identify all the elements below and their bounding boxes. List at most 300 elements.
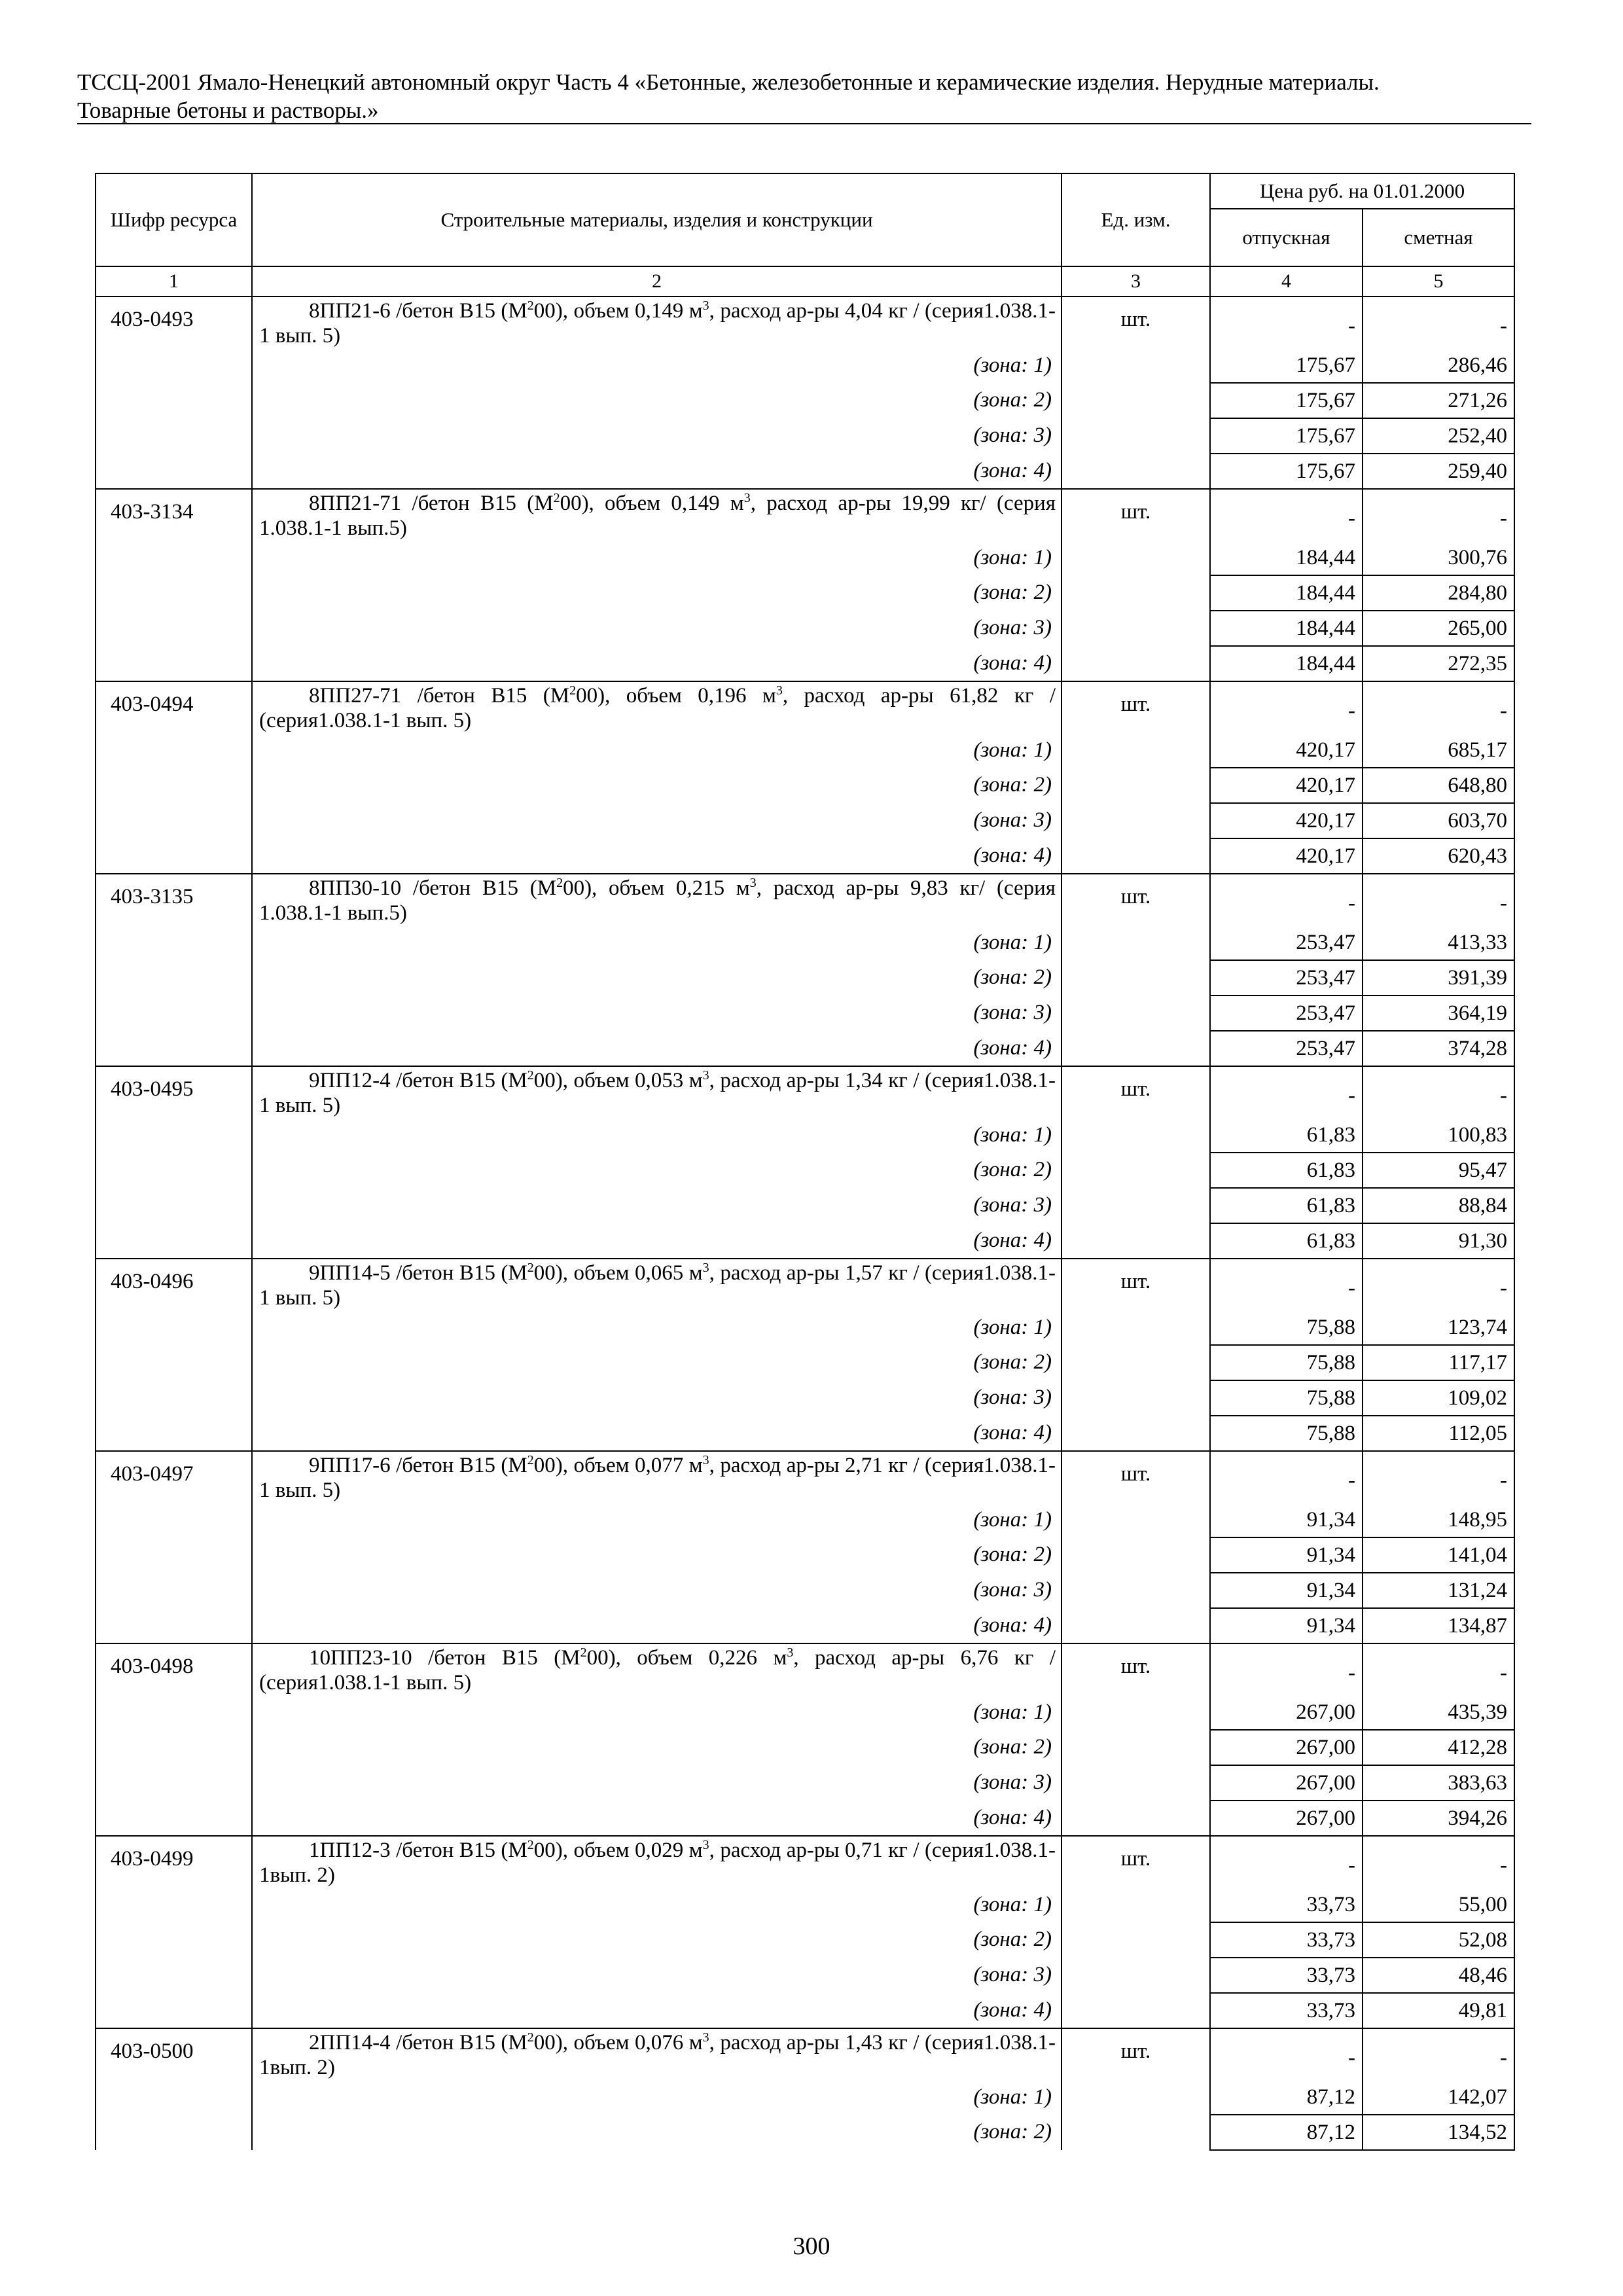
zone-estimate-price: 374,28 bbox=[1363, 1031, 1514, 1066]
zone-estimate-price: 394,26 bbox=[1363, 1801, 1514, 1836]
zone-release-price: 87,12 bbox=[1210, 2115, 1363, 2150]
zone-code-blank bbox=[96, 1380, 252, 1416]
description-part-b: 00), объем 0,076 м bbox=[533, 2031, 703, 2054]
zone-label: (зона: 1) bbox=[252, 348, 1061, 383]
zone-label: (зона: 1) bbox=[252, 1888, 1061, 1922]
zone-code-blank bbox=[96, 1345, 252, 1380]
zone-row bbox=[96, 2080, 1514, 2115]
zone-code-blank bbox=[96, 1730, 252, 1765]
description-part-a: 8ПП30-10 /бетон В15 (М bbox=[309, 876, 557, 900]
material-description bbox=[252, 874, 1061, 925]
zone-label: (зона: 2) bbox=[252, 575, 1061, 611]
zone-code-blank bbox=[96, 2115, 252, 2150]
volume-superscript: 3 bbox=[702, 1453, 709, 1467]
estimate-price: - bbox=[1363, 296, 1514, 348]
zone-label: (зона: 2) bbox=[252, 2115, 1061, 2150]
zone-row bbox=[96, 1188, 1514, 1223]
description-part-a: 2ПП14-4 /бетон В15 (М bbox=[309, 2031, 527, 2054]
zone-code-blank bbox=[96, 838, 252, 874]
zone-row bbox=[96, 1310, 1514, 1345]
zone-code-blank bbox=[96, 1223, 252, 1259]
unit-of-measure: шт. bbox=[1061, 1451, 1210, 1643]
zone-row bbox=[96, 646, 1514, 681]
description-part-c: , расход ар-ры 1,57 кг / (серия1.038.1-1 вып. 5) bbox=[259, 1261, 1056, 1310]
zone-label: (зона: 4) bbox=[252, 454, 1061, 489]
zone-estimate-price: 123,74 bbox=[1363, 1310, 1514, 1345]
description-part-b: 00), объем 0,053 м bbox=[533, 1069, 703, 1092]
zone-row bbox=[96, 1416, 1514, 1451]
zone-release-price: 420,17 bbox=[1210, 803, 1363, 838]
zone-label: (зона: 4) bbox=[252, 1608, 1061, 1643]
zone-row bbox=[96, 838, 1514, 874]
zone-estimate-price: 391,39 bbox=[1363, 960, 1514, 996]
description-part-b: 00), объем 0,149 м bbox=[533, 299, 703, 323]
header-unit: Ед. изм. bbox=[1061, 173, 1210, 266]
zone-code-blank bbox=[96, 2080, 252, 2115]
unit-of-measure: шт. bbox=[1061, 874, 1210, 1066]
zone-row bbox=[96, 575, 1514, 611]
release-price: - bbox=[1210, 874, 1363, 925]
resource-code: 403-0500 bbox=[96, 2028, 252, 2080]
zone-code-blank bbox=[96, 1765, 252, 1801]
zone-release-price: 267,00 bbox=[1210, 1695, 1363, 1730]
zone-code-blank bbox=[96, 1573, 252, 1608]
zone-row bbox=[96, 1223, 1514, 1259]
description-part-c: , расход ар-ры 0,71 кг / (серия1.038.1-1вып. 2) bbox=[259, 1839, 1056, 1887]
zone-estimate-price: 49,81 bbox=[1363, 1993, 1514, 2028]
zone-release-price: 184,44 bbox=[1210, 575, 1363, 611]
material-description bbox=[252, 489, 1061, 541]
price-table bbox=[95, 173, 1515, 2151]
zone-release-price: 61,83 bbox=[1210, 1223, 1363, 1259]
volume-superscript: 3 bbox=[702, 1838, 709, 1852]
zone-row bbox=[96, 1695, 1514, 1730]
zone-label: (зона: 1) bbox=[252, 1503, 1061, 1537]
zone-label: (зона: 3) bbox=[252, 996, 1061, 1031]
zone-code-blank bbox=[96, 925, 252, 960]
release-price: - bbox=[1210, 2028, 1363, 2080]
zone-estimate-price: 413,33 bbox=[1363, 925, 1514, 960]
table-row bbox=[96, 1643, 1514, 1695]
header-price: Цена руб. на 01.01.2000 bbox=[1210, 173, 1514, 209]
zone-estimate-price: 148,95 bbox=[1363, 1503, 1514, 1537]
zone-estimate-price: 141,04 bbox=[1363, 1537, 1514, 1573]
zone-release-price: 267,00 bbox=[1210, 1801, 1363, 1836]
description-part-b: 00), объем 0,029 м bbox=[533, 1839, 703, 1862]
table-row bbox=[96, 681, 1514, 733]
zone-row bbox=[96, 1608, 1514, 1643]
zone-code-blank bbox=[96, 1993, 252, 2028]
zone-code-blank bbox=[96, 348, 252, 383]
resource-code: 403-0499 bbox=[96, 1836, 252, 1888]
volume-superscript: 3 bbox=[787, 1645, 794, 1660]
volume-superscript: 3 bbox=[702, 298, 709, 313]
zone-label: (зона: 4) bbox=[252, 646, 1061, 681]
zone-label: (зона: 2) bbox=[252, 1345, 1061, 1380]
resource-code: 403-3134 bbox=[96, 489, 252, 541]
material-description bbox=[252, 296, 1061, 348]
zone-label: (зона: 3) bbox=[252, 1765, 1061, 1801]
description-part-a: 8ПП27-71 /бетон В15 (М bbox=[309, 684, 570, 708]
zone-code-blank bbox=[96, 418, 252, 454]
table-row bbox=[96, 296, 1514, 348]
zone-estimate-price: 117,17 bbox=[1363, 1345, 1514, 1380]
table-row bbox=[96, 1836, 1514, 1888]
zone-code-blank bbox=[96, 575, 252, 611]
zone-release-price: 253,47 bbox=[1210, 996, 1363, 1031]
zone-estimate-price: 284,80 bbox=[1363, 575, 1514, 611]
zone-release-price: 175,67 bbox=[1210, 383, 1363, 418]
zone-code-blank bbox=[96, 1188, 252, 1223]
table-body bbox=[96, 296, 1514, 2150]
zone-row bbox=[96, 1993, 1514, 2028]
resource-code: 403-0493 bbox=[96, 296, 252, 348]
zone-row bbox=[96, 1503, 1514, 1537]
material-description bbox=[252, 1066, 1061, 1118]
table-row bbox=[96, 2028, 1514, 2080]
unit-of-measure: шт. bbox=[1061, 2028, 1210, 2150]
zone-estimate-price: 259,40 bbox=[1363, 454, 1514, 489]
unit-of-measure: шт. bbox=[1061, 681, 1210, 874]
zone-release-price: 253,47 bbox=[1210, 960, 1363, 996]
zone-estimate-price: 272,35 bbox=[1363, 646, 1514, 681]
zone-code-blank bbox=[96, 996, 252, 1031]
estimate-price: - bbox=[1363, 1451, 1514, 1503]
zone-release-price: 33,73 bbox=[1210, 1958, 1363, 1993]
zone-release-price: 33,73 bbox=[1210, 1922, 1363, 1958]
description-part-a: 8ПП21-6 /бетон В15 (М bbox=[309, 299, 527, 323]
zone-row bbox=[96, 1380, 1514, 1416]
grade-superscript: 2 bbox=[569, 683, 577, 698]
description-part-c: , расход ар-ры 9,83 кг/ (серия 1.038.1-1 вып.5) bbox=[259, 876, 1056, 925]
column-number-1: 1 bbox=[96, 266, 252, 296]
zone-row bbox=[96, 1730, 1514, 1765]
release-price: - bbox=[1210, 1451, 1363, 1503]
release-price: - bbox=[1210, 296, 1363, 348]
zone-label: (зона: 4) bbox=[252, 838, 1061, 874]
zone-code-blank bbox=[96, 1537, 252, 1573]
column-number-4: 4 bbox=[1210, 266, 1363, 296]
description-part-b: 00), объем 0,065 м bbox=[533, 1261, 703, 1285]
description-part-a: 10ПП23-10 /бетон В15 (М bbox=[309, 1646, 580, 1670]
resource-code: 403-0494 bbox=[96, 681, 252, 733]
zone-estimate-price: 603,70 bbox=[1363, 803, 1514, 838]
unit-of-measure: шт. bbox=[1061, 1259, 1210, 1451]
zone-label: (зона: 1) bbox=[252, 1118, 1061, 1153]
zone-row bbox=[96, 1765, 1514, 1801]
zone-code-blank bbox=[96, 1416, 252, 1451]
zone-estimate-price: 364,19 bbox=[1363, 996, 1514, 1031]
zone-label: (зона: 3) bbox=[252, 1188, 1061, 1223]
zone-release-price: 267,00 bbox=[1210, 1730, 1363, 1765]
zone-label: (зона: 2) bbox=[252, 383, 1061, 418]
zone-code-blank bbox=[96, 768, 252, 803]
zone-code-blank bbox=[96, 541, 252, 575]
zone-code-blank bbox=[96, 454, 252, 489]
zone-estimate-price: 48,46 bbox=[1363, 1958, 1514, 1993]
header-line-1: ТССЦ-2001 Ямало-Ненецкий автономный округ Часть 4 «Бетонные, железобетонные и керамические изделия. Нерудные материалы. bbox=[77, 69, 1380, 95]
zone-code-blank bbox=[96, 1118, 252, 1153]
zone-estimate-price: 620,43 bbox=[1363, 838, 1514, 874]
table-row bbox=[96, 489, 1514, 541]
unit-of-measure: шт. bbox=[1061, 489, 1210, 681]
zone-label: (зона: 3) bbox=[252, 1958, 1061, 1993]
grade-superscript: 2 bbox=[527, 1261, 534, 1275]
release-price: - bbox=[1210, 489, 1363, 541]
zone-release-price: 184,44 bbox=[1210, 646, 1363, 681]
zone-estimate-price: 435,39 bbox=[1363, 1695, 1514, 1730]
estimate-price: - bbox=[1363, 1836, 1514, 1888]
zone-label: (зона: 1) bbox=[252, 1310, 1061, 1345]
zone-row bbox=[96, 1153, 1514, 1188]
material-description bbox=[252, 1836, 1061, 1888]
zone-row bbox=[96, 1031, 1514, 1066]
header-release-price: отпускная bbox=[1210, 209, 1363, 266]
table-row bbox=[96, 1451, 1514, 1503]
header-rule bbox=[77, 123, 1531, 124]
zone-row bbox=[96, 925, 1514, 960]
description-part-c: , расход ар-ры 19,99 кг/ (серия 1.038.1-1 вып.5) bbox=[259, 492, 1056, 540]
zone-estimate-price: 685,17 bbox=[1363, 733, 1514, 768]
zone-release-price: 91,34 bbox=[1210, 1608, 1363, 1643]
zone-code-blank bbox=[96, 1958, 252, 1993]
zone-code-blank bbox=[96, 1031, 252, 1066]
zone-row bbox=[96, 541, 1514, 575]
zone-label: (зона: 2) bbox=[252, 1153, 1061, 1188]
zone-release-price: 91,34 bbox=[1210, 1573, 1363, 1608]
zone-row bbox=[96, 1922, 1514, 1958]
volume-superscript: 3 bbox=[749, 876, 757, 890]
zone-estimate-price: 412,28 bbox=[1363, 1730, 1514, 1765]
zone-row bbox=[96, 1537, 1514, 1573]
zone-label: (зона: 2) bbox=[252, 1537, 1061, 1573]
description-part-c: , расход ар-ры 1,43 кг / (серия1.038.1-1вып. 2) bbox=[259, 2031, 1056, 2079]
zone-row bbox=[96, 960, 1514, 996]
header-code: Шифр ресурса bbox=[96, 173, 252, 266]
zone-release-price: 184,44 bbox=[1210, 611, 1363, 646]
zone-label: (зона: 3) bbox=[252, 611, 1061, 646]
zone-release-price: 420,17 bbox=[1210, 768, 1363, 803]
zone-code-blank bbox=[96, 1888, 252, 1922]
zone-row bbox=[96, 1958, 1514, 1993]
unit-of-measure: шт. bbox=[1061, 296, 1210, 489]
zone-code-blank bbox=[96, 733, 252, 768]
zone-release-price: 253,47 bbox=[1210, 925, 1363, 960]
grade-superscript: 2 bbox=[527, 1068, 534, 1083]
header-line-2: Товарные бетоны и растворы.» bbox=[77, 98, 379, 123]
zone-code-blank bbox=[96, 1310, 252, 1345]
estimate-price: - bbox=[1363, 1259, 1514, 1310]
zone-row bbox=[96, 1345, 1514, 1380]
description-part-c: , расход ар-ры 6,76 кг / (серия1.038.1-1 вып. 5) bbox=[259, 1646, 1056, 1695]
resource-code: 403-0495 bbox=[96, 1066, 252, 1118]
zone-release-price: 253,47 bbox=[1210, 1031, 1363, 1066]
zone-release-price: 75,88 bbox=[1210, 1380, 1363, 1416]
zone-code-blank bbox=[96, 1922, 252, 1958]
description-part-c: , расход ар-ры 4,04 кг / (серия1.038.1-1 вып. 5) bbox=[259, 299, 1056, 348]
resource-code: 403-0496 bbox=[96, 1259, 252, 1310]
table-row bbox=[96, 874, 1514, 925]
column-number-2: 2 bbox=[252, 266, 1061, 296]
zone-estimate-price: 100,83 bbox=[1363, 1118, 1514, 1153]
release-price: - bbox=[1210, 1643, 1363, 1695]
zone-label: (зона: 2) bbox=[252, 1730, 1061, 1765]
zone-row bbox=[96, 454, 1514, 489]
zone-label: (зона: 1) bbox=[252, 925, 1061, 960]
zone-estimate-price: 95,47 bbox=[1363, 1153, 1514, 1188]
zone-code-blank bbox=[96, 611, 252, 646]
zone-estimate-price: 52,08 bbox=[1363, 1922, 1514, 1958]
grade-superscript: 2 bbox=[580, 1645, 587, 1660]
table-header bbox=[96, 173, 1514, 296]
unit-of-measure: шт. bbox=[1061, 1066, 1210, 1259]
zone-label: (зона: 4) bbox=[252, 1993, 1061, 2028]
grade-superscript: 2 bbox=[527, 1838, 534, 1852]
description-part-b: 00), объем 0,226 м bbox=[586, 1646, 787, 1670]
description-part-b: 00), объем 0,149 м bbox=[560, 492, 744, 515]
zone-release-price: 75,88 bbox=[1210, 1345, 1363, 1380]
zone-label: (зона: 1) bbox=[252, 2080, 1061, 2115]
zone-release-price: 91,34 bbox=[1210, 1503, 1363, 1537]
column-number-5: 5 bbox=[1363, 266, 1514, 296]
material-description bbox=[252, 2028, 1061, 2080]
zone-release-price: 267,00 bbox=[1210, 1765, 1363, 1801]
estimate-price: - bbox=[1363, 681, 1514, 733]
description-part-b: 00), объем 0,215 м bbox=[563, 876, 750, 900]
volume-superscript: 3 bbox=[702, 1261, 709, 1275]
zone-estimate-price: 134,87 bbox=[1363, 1608, 1514, 1643]
zone-release-price: 184,44 bbox=[1210, 541, 1363, 575]
zone-estimate-price: 109,02 bbox=[1363, 1380, 1514, 1416]
zone-row bbox=[96, 1573, 1514, 1608]
zone-code-blank bbox=[96, 646, 252, 681]
zone-estimate-price: 252,40 bbox=[1363, 418, 1514, 454]
zone-code-blank bbox=[96, 1801, 252, 1836]
zone-label: (зона: 2) bbox=[252, 768, 1061, 803]
zone-label: (зона: 3) bbox=[252, 1380, 1061, 1416]
zone-code-blank bbox=[96, 803, 252, 838]
zone-label: (зона: 4) bbox=[252, 1031, 1061, 1066]
zone-estimate-price: 131,24 bbox=[1363, 1573, 1514, 1608]
zone-row bbox=[96, 803, 1514, 838]
header-estimate-price: сметная bbox=[1363, 209, 1514, 266]
zone-label: (зона: 4) bbox=[252, 1223, 1061, 1259]
estimate-price: - bbox=[1363, 874, 1514, 925]
zone-row bbox=[96, 1118, 1514, 1153]
description-part-a: 1ПП12-3 /бетон В15 (М bbox=[309, 1839, 527, 1862]
zone-release-price: 75,88 bbox=[1210, 1310, 1363, 1345]
estimate-price: - bbox=[1363, 489, 1514, 541]
zone-label: (зона: 3) bbox=[252, 418, 1061, 454]
zone-estimate-price: 286,46 bbox=[1363, 348, 1514, 383]
zone-row bbox=[96, 768, 1514, 803]
description-part-b: 00), объем 0,077 м bbox=[533, 1454, 703, 1477]
zone-code-blank bbox=[96, 960, 252, 996]
zone-row bbox=[96, 2115, 1514, 2150]
release-price: - bbox=[1210, 1836, 1363, 1888]
release-price: - bbox=[1210, 1066, 1363, 1118]
column-number-3: 3 bbox=[1061, 266, 1210, 296]
grade-superscript: 2 bbox=[553, 491, 560, 505]
zone-estimate-price: 383,63 bbox=[1363, 1765, 1514, 1801]
zone-code-blank bbox=[96, 1608, 252, 1643]
grade-superscript: 2 bbox=[527, 298, 534, 313]
header-name: Строительные материалы, изделия и конструкции bbox=[252, 173, 1061, 266]
zone-estimate-price: 134,52 bbox=[1363, 2115, 1514, 2150]
zone-label: (зона: 4) bbox=[252, 1801, 1061, 1836]
resource-code: 403-0498 bbox=[96, 1643, 252, 1695]
zone-label: (зона: 2) bbox=[252, 1922, 1061, 1958]
zone-estimate-price: 88,84 bbox=[1363, 1188, 1514, 1223]
zone-code-blank bbox=[96, 1503, 252, 1537]
zone-row bbox=[96, 996, 1514, 1031]
unit-of-measure: шт. bbox=[1061, 1836, 1210, 2028]
material-description bbox=[252, 1259, 1061, 1310]
zone-row bbox=[96, 348, 1514, 383]
zone-release-price: 61,83 bbox=[1210, 1153, 1363, 1188]
material-description bbox=[252, 1451, 1061, 1503]
zone-estimate-price: 55,00 bbox=[1363, 1888, 1514, 1922]
zone-release-price: 61,83 bbox=[1210, 1188, 1363, 1223]
zone-row bbox=[96, 383, 1514, 418]
grade-superscript: 2 bbox=[527, 2030, 534, 2045]
zone-label: (зона: 4) bbox=[252, 1416, 1061, 1451]
resource-code: 403-0497 bbox=[96, 1451, 252, 1503]
zone-estimate-price: 300,76 bbox=[1363, 541, 1514, 575]
description-part-a: 9ПП12-4 /бетон В15 (М bbox=[309, 1069, 527, 1092]
resource-code: 403-3135 bbox=[96, 874, 252, 925]
description-part-c: , расход ар-ры 1,34 кг / (серия1.038.1-1 вып. 5) bbox=[259, 1069, 1056, 1117]
zone-estimate-price: 91,30 bbox=[1363, 1223, 1514, 1259]
material-description bbox=[252, 1643, 1061, 1695]
zone-row bbox=[96, 418, 1514, 454]
zone-label: (зона: 2) bbox=[252, 960, 1061, 996]
table-row bbox=[96, 1066, 1514, 1118]
unit-of-measure: шт. bbox=[1061, 1643, 1210, 1836]
description-part-a: 9ПП14-5 /бетон В15 (М bbox=[309, 1261, 527, 1285]
volume-superscript: 3 bbox=[702, 1068, 709, 1083]
volume-superscript: 3 bbox=[776, 683, 783, 698]
zone-label: (зона: 1) bbox=[252, 1695, 1061, 1730]
zone-release-price: 420,17 bbox=[1210, 733, 1363, 768]
zone-release-price: 420,17 bbox=[1210, 838, 1363, 874]
page-number: 300 bbox=[793, 2233, 830, 2260]
zone-release-price: 87,12 bbox=[1210, 2080, 1363, 2115]
zone-label: (зона: 3) bbox=[252, 1573, 1061, 1608]
estimate-price: - bbox=[1363, 1643, 1514, 1695]
zone-release-price: 33,73 bbox=[1210, 1888, 1363, 1922]
zone-code-blank bbox=[96, 383, 252, 418]
zone-estimate-price: 265,00 bbox=[1363, 611, 1514, 646]
zone-row bbox=[96, 1801, 1514, 1836]
estimate-price: - bbox=[1363, 2028, 1514, 2080]
grade-superscript: 2 bbox=[556, 876, 563, 890]
zone-code-blank bbox=[96, 1695, 252, 1730]
description-part-a: 9ПП17-6 /бетон В15 (М bbox=[309, 1454, 527, 1477]
zone-release-price: 33,73 bbox=[1210, 1993, 1363, 2028]
zone-release-price: 175,67 bbox=[1210, 348, 1363, 383]
zone-row bbox=[96, 1888, 1514, 1922]
zone-estimate-price: 112,05 bbox=[1363, 1416, 1514, 1451]
zone-estimate-price: 648,80 bbox=[1363, 768, 1514, 803]
release-price: - bbox=[1210, 1259, 1363, 1310]
zone-label: (зона: 3) bbox=[252, 803, 1061, 838]
zone-label: (зона: 1) bbox=[252, 733, 1061, 768]
zone-release-price: 91,34 bbox=[1210, 1537, 1363, 1573]
description-part-c: , расход ар-ры 61,82 кг / (серия1.038.1-1 вып. 5) bbox=[259, 684, 1056, 732]
zone-release-price: 61,83 bbox=[1210, 1118, 1363, 1153]
zone-row bbox=[96, 733, 1514, 768]
